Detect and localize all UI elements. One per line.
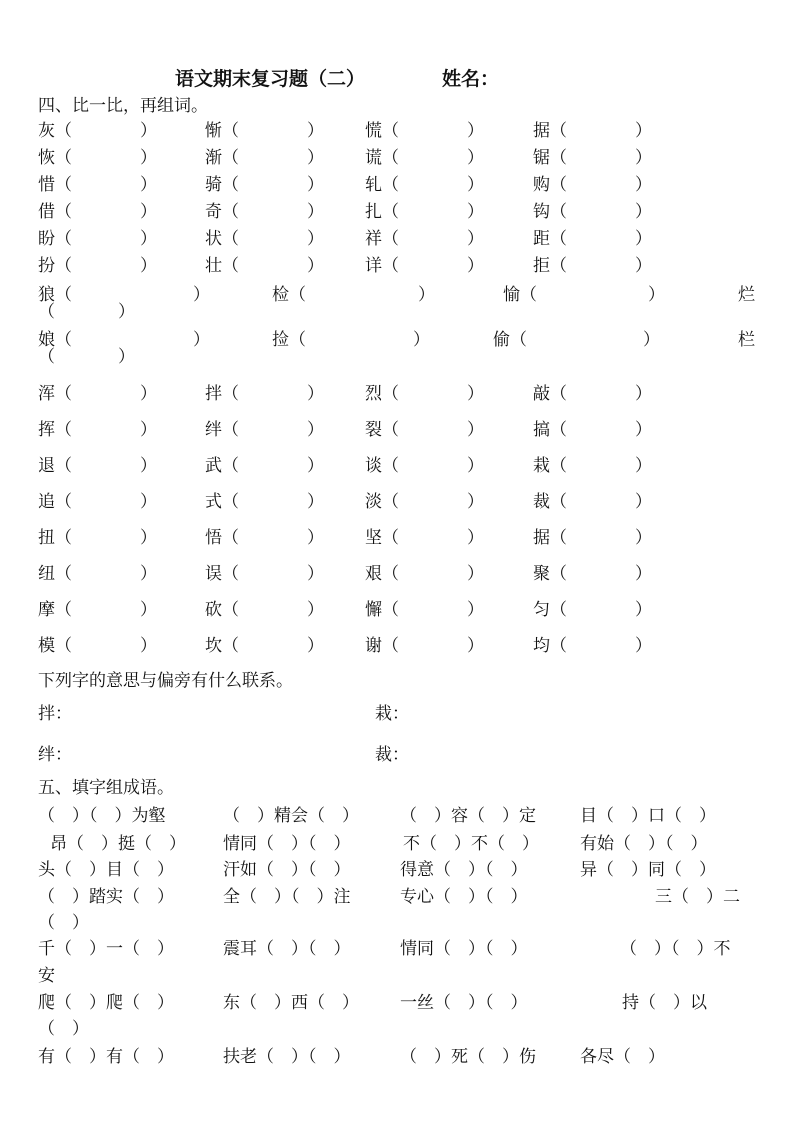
idiom-item: 不（ ）不（ ）	[403, 834, 539, 854]
compare-cell: 模（ ）	[38, 636, 157, 656]
idiom-item: 爬（ ）爬（ ）	[38, 993, 174, 1013]
compare-cell: 慌（ ）	[365, 121, 484, 141]
compare-cell: 谎（ ）	[365, 148, 484, 168]
compare-cell: 摩（ ）	[38, 600, 157, 620]
compare-cell: 轧（ ）	[365, 175, 484, 195]
compare-cell: 烈（ ）	[365, 384, 484, 404]
relation-item: 栽：	[375, 704, 409, 724]
idiom-item: （ ）	[38, 913, 89, 933]
idiom-item: （ ）	[38, 1019, 89, 1039]
section-5-heading: 五、填字组成语。	[38, 778, 174, 798]
idiom-item: （ ）死（ ）伤	[400, 1047, 536, 1067]
compare-cell: 敲（ ）	[533, 384, 652, 404]
idiom-item: 得意（ ）（ ）	[400, 860, 528, 880]
compare-cell: 谢（ ）	[365, 636, 484, 656]
wide-row-a-seg: 检（	[272, 285, 306, 305]
wide-row-a-seg: （	[38, 302, 55, 322]
compare-cell: 状（ ）	[205, 229, 324, 249]
compare-cell: 浑（ ）	[38, 384, 157, 404]
wide-row-b-seg: 捡（	[272, 330, 306, 350]
compare-cell: 纽（ ）	[38, 564, 157, 584]
compare-cell: 聚（ ）	[533, 564, 652, 584]
compare-cell: 灰（ ）	[38, 121, 157, 141]
compare-cell: 拒（ ）	[533, 256, 652, 276]
idiom-item: （ ）踏实（ ）	[38, 887, 174, 907]
compare-cell: 匀（ ）	[533, 600, 652, 620]
compare-cell: 悟（ ）	[205, 528, 324, 548]
compare-cell: 拌（ ）	[205, 384, 324, 404]
idiom-item: 一丝（ ）（ ）	[400, 993, 528, 1013]
idiom-item: 千（ ）一（ ）	[38, 939, 174, 959]
idiom-item: 昂（ ）挺（ ）	[50, 834, 186, 854]
idiom-item: 情同（ ）（ ）	[400, 939, 528, 959]
relation-question: 下列字的意思与偏旁有什么联系。	[38, 671, 293, 691]
idiom-item: 情同（ ）（ ）	[223, 834, 351, 854]
compare-cell: 淡（ ）	[365, 492, 484, 512]
idiom-item: 有（ ）有（ ）	[38, 1047, 174, 1067]
wide-row-b-seg: 娘（	[38, 330, 72, 350]
idiom-item: 震耳（ ）（ ）	[223, 939, 351, 959]
compare-cell: 渐（ ）	[205, 148, 324, 168]
compare-cell: 搞（ ）	[533, 420, 652, 440]
wide-row-b-seg: ）	[643, 330, 660, 350]
idiom-item: 扶老（ ）（ ）	[223, 1047, 351, 1067]
idiom-item: 安	[38, 966, 55, 986]
idiom-item: （ ）（ ）不	[620, 939, 731, 959]
wide-row-a-seg: ）	[418, 285, 435, 305]
wide-row-b-seg: 栏	[738, 330, 755, 350]
idiom-item: （ ）精会（ ）	[223, 806, 359, 826]
idiom-item: （ ）容（ ）定	[400, 806, 536, 826]
compare-cell: 绊（ ）	[205, 420, 324, 440]
relation-item: 裁：	[375, 745, 409, 765]
idiom-item: 东（ ）西（ ）	[223, 993, 359, 1013]
name-label: 姓名：	[442, 68, 500, 90]
compare-cell: 奇（ ）	[205, 202, 324, 222]
compare-cell: 挥（ ）	[38, 420, 157, 440]
compare-cell: 钩（ ）	[533, 202, 652, 222]
page-title: 语文期末复习题（二）	[175, 68, 366, 90]
wide-row-a-seg: 愉（	[503, 285, 537, 305]
compare-cell: 距（ ）	[533, 229, 652, 249]
section-4-heading: 四、比一比，再组词。	[38, 96, 208, 116]
compare-cell: 误（ ）	[205, 564, 324, 584]
idiom-item: 汗如（ ）（ ）	[223, 860, 351, 880]
wide-row-a-seg: ）	[118, 302, 135, 322]
compare-cell: 盼（ ）	[38, 229, 157, 249]
relation-item: 绊：	[38, 745, 72, 765]
wide-row-b-seg: ）	[118, 347, 135, 367]
wide-row-a-seg: 狼（	[38, 285, 72, 305]
idiom-item: 专心（ ）（ ）	[400, 887, 528, 907]
compare-cell: 扮（ ）	[38, 256, 157, 276]
compare-cell: 退（ ）	[38, 456, 157, 476]
compare-cell: 扭（ ）	[38, 528, 157, 548]
compare-cell: 惭（ ）	[205, 121, 324, 141]
idiom-item: 目（ ）口（ ）	[580, 806, 716, 826]
compare-cell: 裁（ ）	[533, 492, 652, 512]
compare-cell: 祥（ ）	[365, 229, 484, 249]
compare-cell: 追（ ）	[38, 492, 157, 512]
compare-cell: 砍（ ）	[205, 600, 324, 620]
compare-cell: 均（ ）	[533, 636, 652, 656]
compare-cell: 据（ ）	[533, 528, 652, 548]
compare-cell: 借（ ）	[38, 202, 157, 222]
wide-row-a-seg: ）	[648, 285, 665, 305]
wide-row-b-seg: （	[38, 347, 55, 367]
idiom-item: 有始（ ）（ ）	[580, 834, 708, 854]
idiom-item: 持（ ）以	[622, 993, 707, 1013]
compare-cell: 购（ ）	[533, 175, 652, 195]
compare-cell: 裂（ ）	[365, 420, 484, 440]
relation-item: 拌：	[38, 704, 72, 724]
wide-row-b-seg: 偷（	[493, 330, 527, 350]
compare-cell: 坚（ ）	[365, 528, 484, 548]
compare-cell: 艰（ ）	[365, 564, 484, 584]
compare-cell: 坎（ ）	[205, 636, 324, 656]
compare-cell: 恢（ ）	[38, 148, 157, 168]
compare-cell: 式（ ）	[205, 492, 324, 512]
idiom-item: （ ）（ ）为壑	[38, 806, 166, 826]
idiom-item: 全（ ）（ ）注	[223, 887, 351, 907]
compare-cell: 惜（ ）	[38, 175, 157, 195]
compare-cell: 懈（ ）	[365, 600, 484, 620]
wide-row-b-seg: ）	[413, 330, 430, 350]
idiom-item: 头（ ）目（ ）	[38, 860, 174, 880]
compare-cell: 壮（ ）	[205, 256, 324, 276]
compare-cell: 栽（ ）	[533, 456, 652, 476]
compare-cell: 谈（ ）	[365, 456, 484, 476]
compare-cell: 扎（ ）	[365, 202, 484, 222]
idiom-item: 异（ ）同（ ）	[580, 860, 716, 880]
wide-row-a-seg: 烂	[738, 285, 755, 305]
wide-row-b-seg: ）	[193, 330, 210, 350]
idiom-item: 各尽（ ）	[580, 1047, 665, 1067]
compare-cell: 骑（ ）	[205, 175, 324, 195]
compare-cell: 锯（ ）	[533, 148, 652, 168]
idiom-item: 三（ ）二	[655, 887, 740, 907]
compare-cell: 据（ ）	[533, 121, 652, 141]
compare-cell: 详（ ）	[365, 256, 484, 276]
compare-cell: 武（ ）	[205, 456, 324, 476]
wide-row-a-seg: ）	[193, 285, 210, 305]
